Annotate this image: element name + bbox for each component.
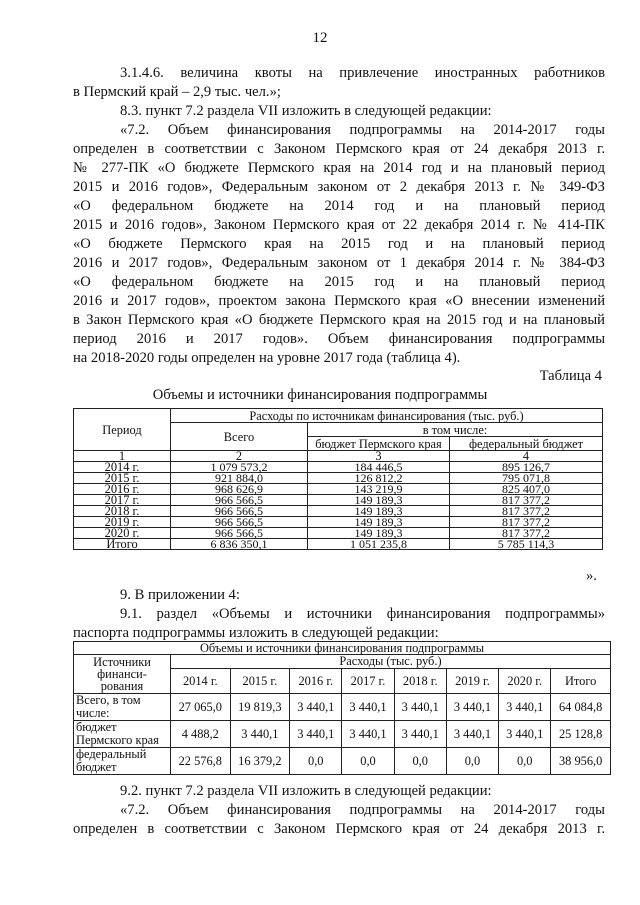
- header-including: в том числе:: [308, 423, 603, 437]
- column-number: 2: [171, 451, 308, 462]
- header-period: Период: [74, 409, 171, 451]
- table-cell: 968 626,9: [171, 484, 308, 495]
- table-cell: 921 884,0: [171, 473, 308, 484]
- text-line: 2015 и 2016 годов», Законом Пермского края от 22 декабря 2014 г. № 414-ПК: [73, 217, 605, 233]
- table-cell: 3 440,1: [342, 721, 394, 748]
- table-cell: 3 440,1: [290, 694, 342, 721]
- header-year: 2017 г.: [342, 669, 394, 694]
- table-cell: 6 836 350,1: [171, 539, 308, 550]
- text-line: 2016 и 2017 годов», Федеральным законом от 1 декабря 2014 г. № 384-ФЗ: [73, 255, 605, 271]
- table-label: Таблица 4: [539, 368, 602, 384]
- row-label: федеральный бюджет: [74, 748, 171, 775]
- table-cell: 0,0: [499, 748, 551, 775]
- header-sources: Источники финанси-рования: [74, 655, 171, 694]
- table-cell: 3 440,1: [230, 721, 290, 748]
- text-line: 8.3. пункт 7.2 раздела VII изложить в следующей редакции:: [120, 103, 492, 119]
- text-line: 2016 и 2017 годов», проектом закона Пермского края «О внесении изменений: [73, 293, 605, 309]
- table-cell: 2015 г.: [74, 473, 171, 484]
- text-line: № 277-ПК «О бюджете Пермского края на 2014 год и на плановый период: [73, 160, 605, 176]
- table-cell: 1 079 573,2: [171, 462, 308, 473]
- text-line: на 2018-2020 годы определен на уровне 2017 года (таблица 4).: [73, 350, 461, 366]
- column-number: 1: [74, 451, 171, 462]
- text-line: 2015 и 2016 годов», Федеральным законом от 2 декабря 2013 г. № 349-ФЗ: [73, 179, 605, 195]
- table-cell: 22 576,8: [171, 748, 231, 775]
- table-cell: 143 219,9: [308, 484, 450, 495]
- table-row: [74, 748, 611, 775]
- table-cell: 3 440,1: [394, 721, 446, 748]
- header-year: 2014 г.: [171, 669, 231, 694]
- table-cell: 895 126,7: [450, 462, 603, 473]
- text-line: 3.1.4.6. величина квоты на привлечение иностранных работников: [120, 65, 605, 81]
- table-cell: 149 189,3: [308, 506, 450, 517]
- financing-table-4: [73, 408, 603, 550]
- table-cell: 817 377,2: [450, 495, 603, 506]
- text-line: «7.2. Объем финансирования подпрограммы на 2014-2017 годы: [120, 802, 605, 818]
- table-cell: 966 566,5: [171, 517, 308, 528]
- table-cell: Итого: [74, 539, 171, 550]
- table-cell: 25 128,8: [551, 721, 611, 748]
- header-expenses: Расходы (тыс. руб.): [171, 655, 611, 669]
- table-cell: 0,0: [394, 748, 446, 775]
- text-line: «О федеральном бюджете на 2015 год и на плановый период: [73, 274, 605, 290]
- table-cell: 64 084,8: [551, 694, 611, 721]
- table-title: Объемы и источники финансирования подпрограммы: [152, 387, 488, 403]
- table-cell: 2016 г.: [74, 484, 171, 495]
- header-federal-budget: федеральный бюджет: [450, 437, 603, 451]
- header-year: 2020 г.: [499, 669, 551, 694]
- table-cell: 3 440,1: [499, 694, 551, 721]
- header-year: 2018 г.: [394, 669, 446, 694]
- column-number: 4: [450, 451, 603, 462]
- table-row: [74, 721, 611, 748]
- text-line: в Закон Пермского края «О бюджете Пермского края на 2015 год и на плановый: [73, 312, 605, 328]
- table-cell: 817 377,2: [450, 528, 603, 539]
- table-cell: 2017 г.: [74, 495, 171, 506]
- page-number: 12: [312, 30, 328, 46]
- table-cell: 149 189,3: [308, 528, 450, 539]
- table-cell: 149 189,3: [308, 495, 450, 506]
- header-year: 2015 г.: [230, 669, 290, 694]
- table-cell: 2020 г.: [74, 528, 171, 539]
- header-year: Итого: [551, 669, 611, 694]
- column-number: 3: [308, 451, 450, 462]
- header-regional-budget: бюджет Пермского края: [308, 437, 450, 451]
- text-line: 9.1. раздел «Объемы и источники финансирования подпрограммы»: [120, 606, 605, 622]
- text-line: определен в соответствии с Законом Пермского края от 24 декабря 2013 г.: [73, 141, 605, 157]
- table-cell: 825 407,0: [450, 484, 603, 495]
- table-cell: 1 051 235,8: [308, 539, 450, 550]
- header-year: 2016 г.: [290, 669, 342, 694]
- text-line: 9.2. пункт 7.2 раздела VII изложить в следующей редакции:: [120, 783, 492, 799]
- table-cell: 184 446,5: [308, 462, 450, 473]
- table-cell: 149 189,3: [308, 517, 450, 528]
- table-cell: 3 440,1: [394, 694, 446, 721]
- table-cell: 5 785 114,3: [450, 539, 603, 550]
- table-cell: 16 379,2: [230, 748, 290, 775]
- table-cell: 3 440,1: [342, 694, 394, 721]
- text-line: 9. В приложении 4:: [120, 587, 240, 603]
- table-cell: 3 440,1: [446, 694, 498, 721]
- row-label: Всего, в том числе:: [74, 694, 171, 721]
- table-cell: 3 440,1: [290, 721, 342, 748]
- table-cell: 817 377,2: [450, 517, 603, 528]
- table-cell: 2019 г.: [74, 517, 171, 528]
- table-cell: 0,0: [446, 748, 498, 775]
- header-total: Всего: [171, 423, 308, 451]
- table-title: Объемы и источники финансирования подпрограммы: [74, 642, 611, 655]
- header-expenses: Расходы по источникам финансирования (тыс. руб.): [171, 409, 603, 423]
- table-cell: 4 488,2: [171, 721, 231, 748]
- text-line: «7.2. Объем финансирования подпрограммы на 2014-2017 годы: [120, 122, 605, 138]
- header-year: 2019 г.: [446, 669, 498, 694]
- table-cell: 27 065,0: [171, 694, 231, 721]
- table-cell: 3 440,1: [499, 721, 551, 748]
- table-row: [74, 694, 611, 721]
- text-line: в Пермский край – 2,9 тыс. чел.»;: [73, 84, 281, 100]
- table-row: [74, 539, 603, 550]
- table-cell: 126 812,2: [308, 473, 450, 484]
- table-cell: 966 566,5: [171, 528, 308, 539]
- table-cell: 19 819,3: [230, 694, 290, 721]
- table-cell: 0,0: [342, 748, 394, 775]
- table-cell: 817 377,2: [450, 506, 603, 517]
- text-line: паспорта подпрограммы изложить в следующей редакции:: [73, 625, 439, 641]
- table-cell: 2014 г.: [74, 462, 171, 473]
- financing-table-passport: [73, 641, 611, 775]
- table-cell: 0,0: [290, 748, 342, 775]
- row-label: бюджет Пермского края: [74, 721, 171, 748]
- table-cell: 2018 г.: [74, 506, 171, 517]
- table-cell: 3 440,1: [446, 721, 498, 748]
- text-line: период 2016 и 2017 годов». Объем финансирования подпрограммы: [73, 331, 605, 347]
- closing-quote: ».: [586, 568, 597, 584]
- text-line: «О федеральном бюджете на 2014 год и на плановый период: [73, 198, 605, 214]
- text-line: определен в соответствии с Законом Пермского края от 24 декабря 2013 г.: [73, 821, 605, 837]
- text-line: «О бюджете Пермского края на 2015 год и на плановый период: [73, 236, 605, 252]
- table-cell: 38 956,0: [551, 748, 611, 775]
- table-cell: 795 071,8: [450, 473, 603, 484]
- table-cell: 966 566,5: [171, 506, 308, 517]
- table-cell: 966 566,5: [171, 495, 308, 506]
